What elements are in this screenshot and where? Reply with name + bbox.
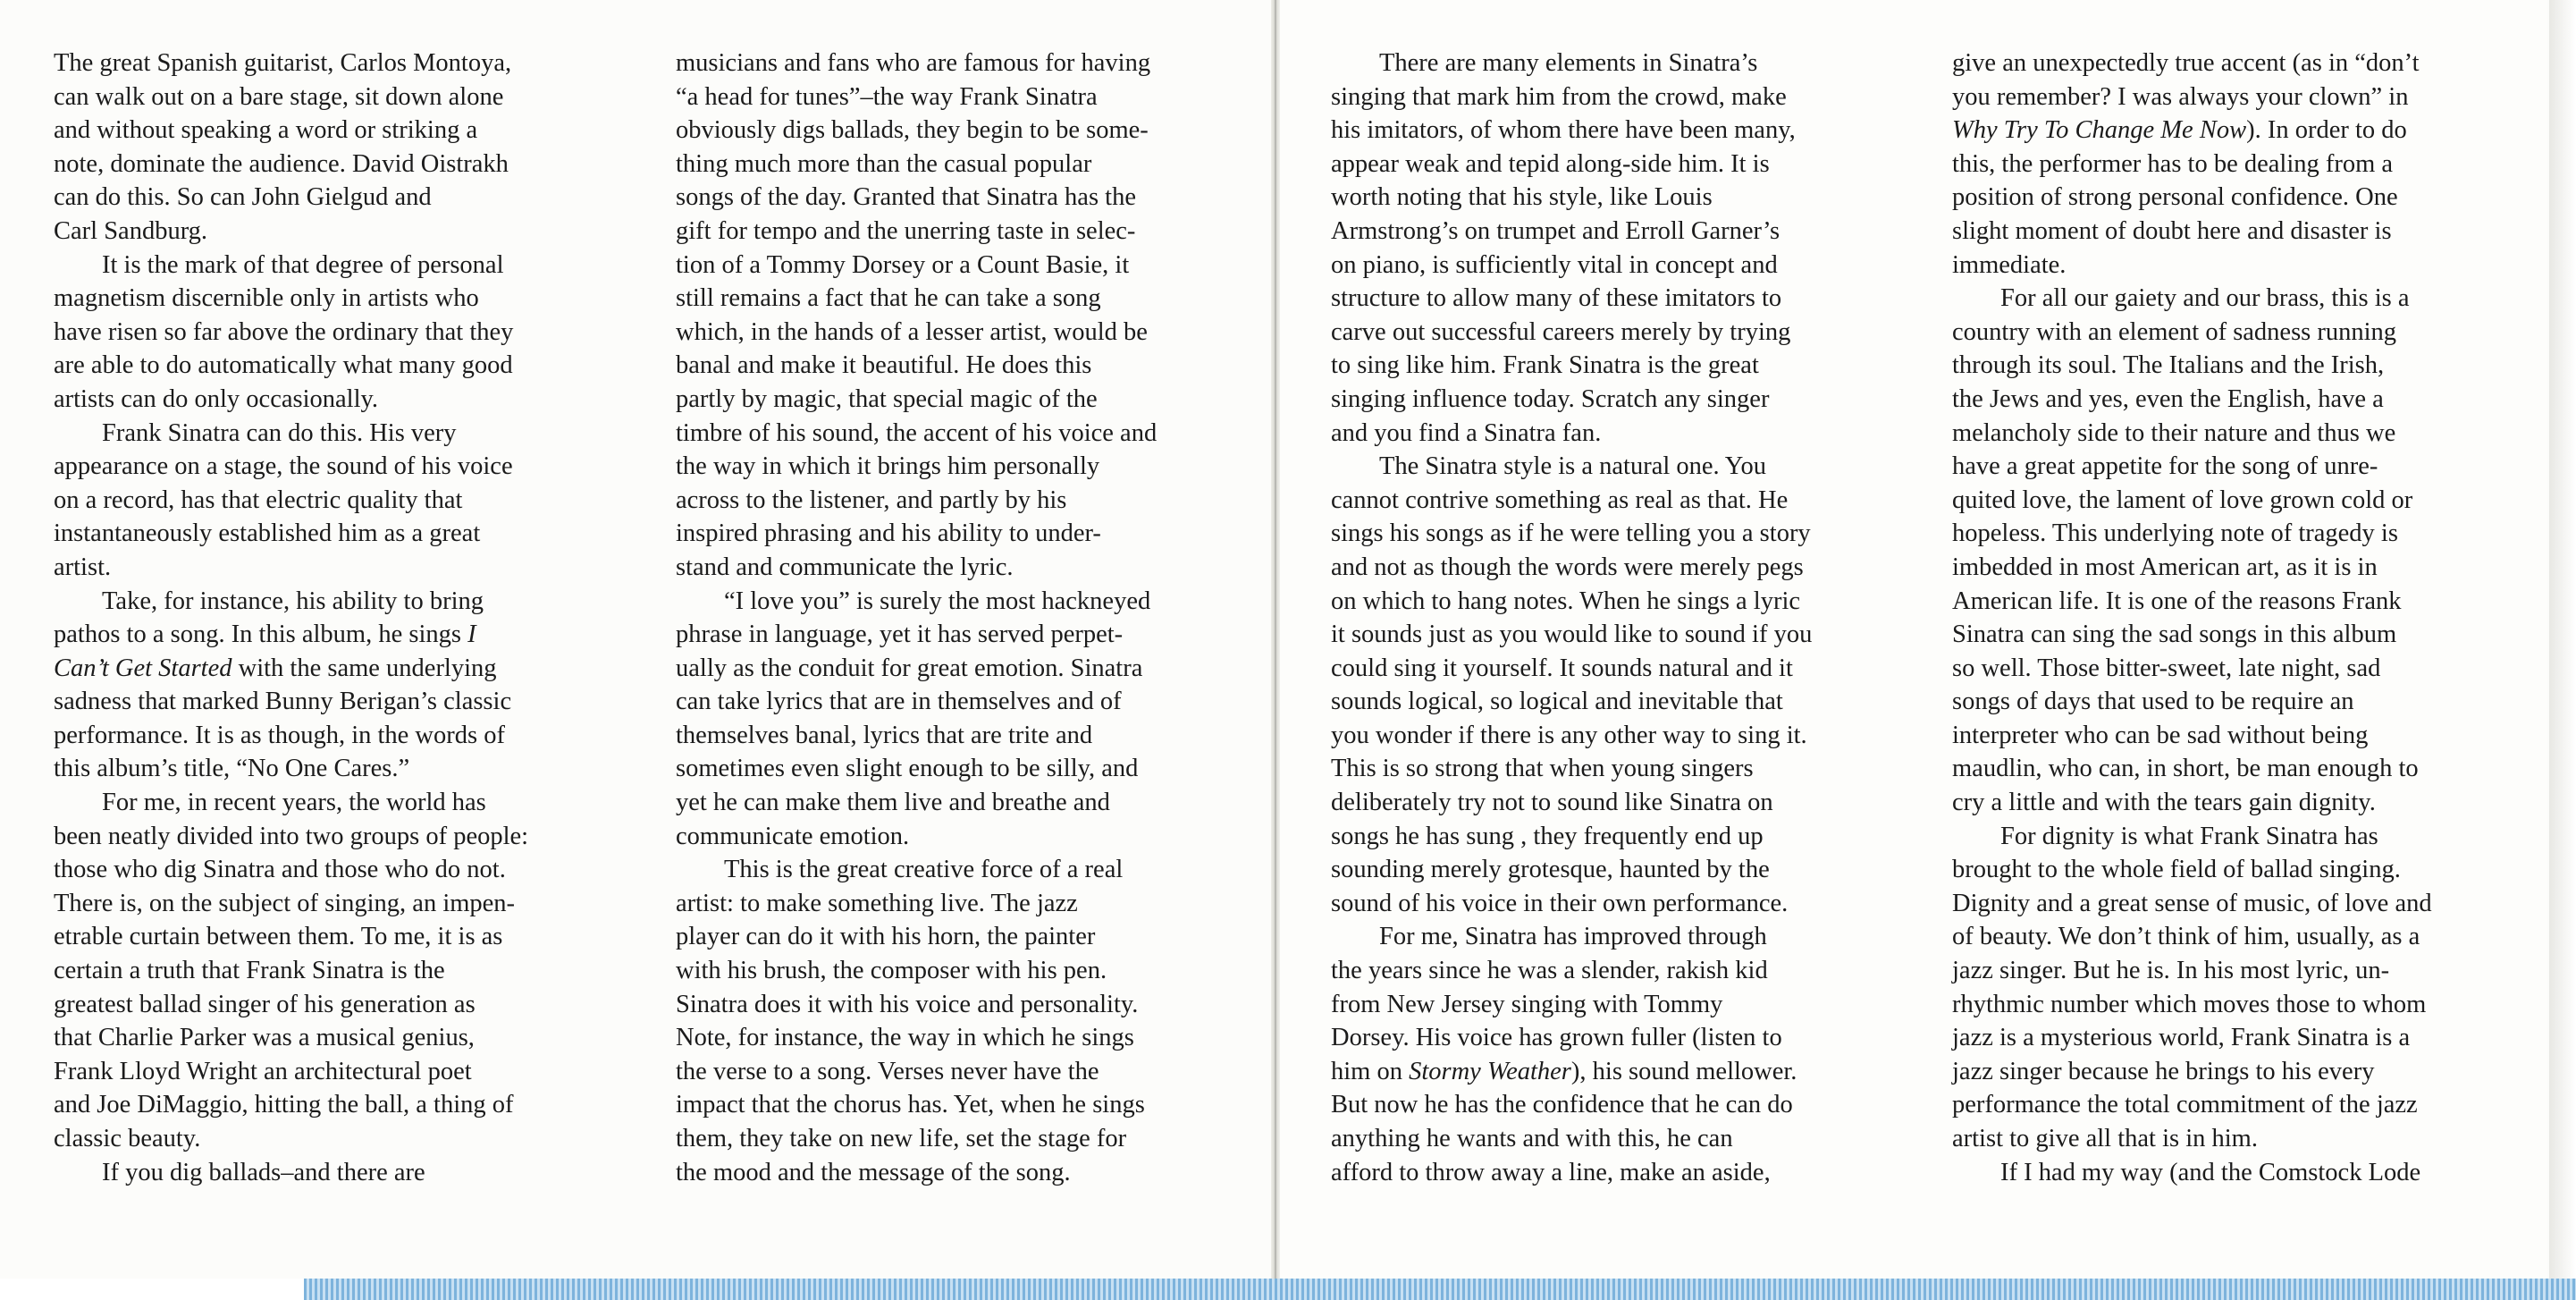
text-line: Armstrong’s on trumpet and Erroll Garner’s: [1331, 216, 1780, 245]
text-line: rhythmic number which moves those to whom: [1952, 990, 2427, 1018]
text-line: this, the performer has to be dealing from a: [1952, 149, 2394, 178]
text-line: artist to give all that is in him.: [1952, 1125, 2258, 1152]
text-line: songs of days that used to be require an: [1952, 688, 2354, 716]
text-line: thing much more than the casual popular: [676, 149, 1092, 178]
text-line: player can do it with his horn, the painter: [676, 923, 1096, 951]
text-line: across to the listener, and partly by his: [676, 485, 1067, 514]
text-line: For all our gaiety and our brass, this is a: [2000, 284, 2410, 313]
text-line: performance. It is as though, in the words of: [54, 721, 505, 749]
text-line: quited love, the lament of love grown cold or: [1952, 485, 2413, 514]
text-line: and not as though the words were merely pegs: [1331, 553, 1804, 581]
text-line: them, they take on new life, set the stage for: [676, 1125, 1127, 1152]
text-line: are able to do automatically what many good: [54, 351, 513, 380]
text-column-3: [1331, 46, 1903, 1189]
bottom-margin: [0, 1279, 304, 1300]
text-line: American life. It is one of the reasons Frank: [1952, 587, 2402, 615]
text-line: partly by magic, that special magic of the: [676, 384, 1098, 413]
text-line: singing influence today. Scratch any singer: [1331, 384, 1770, 413]
text-line: position of strong personal confidence. One: [1952, 183, 2398, 212]
text-line: the verse to a song. Verses never have the: [676, 1057, 1099, 1085]
text-line: on a record, has that electric quality that: [54, 485, 463, 514]
text-line: can do this. So can John Gielgud and: [54, 183, 432, 212]
text-line: The Sinatra style is a natural one. You: [1379, 452, 1766, 481]
text-line: classic beauty.: [54, 1125, 201, 1152]
text-line: maudlin, who can, in short, be man enough to: [1952, 755, 2419, 783]
text-line: you remember? I was always your clown” in: [1952, 82, 2409, 111]
text-line: Note, for instance, the way in which he sings: [676, 1024, 1134, 1052]
text-line: country with an element of sadness running: [1952, 317, 2397, 346]
text-line: that Charlie Parker was a musical genius,: [54, 1024, 475, 1052]
text-line: obviously digs ballads, they begin to be some-: [676, 116, 1149, 145]
text-line: Carl Sandburg.: [54, 216, 208, 245]
text-column-2: [676, 46, 1248, 1189]
text-line: from New Jersey singing with Tommy: [1331, 990, 1723, 1018]
text-line: sounds logical, so logical and inevitable that: [1331, 688, 1783, 716]
text-line: But now he has the confidence that he can do: [1331, 1091, 1793, 1119]
text-line: to sing like him. Frank Sinatra is the great: [1331, 351, 1759, 380]
text-line: “I love you” is surely the most hackneyed: [724, 587, 1151, 615]
text-line: through its soul. The Italians and the Irish,: [1952, 351, 2385, 380]
text-line: ually as the conduit for great emotion. Sinatra: [676, 654, 1143, 682]
text-line: It is the mark of that degree of personal: [102, 250, 504, 279]
text-line: on piano, is sufficiently vital in concept and: [1331, 250, 1778, 279]
text-line: sometimes even slight enough to be silly, and: [676, 755, 1139, 783]
text-line: artists can do only occasionally.: [54, 384, 379, 413]
text-line: For dignity is what Frank Sinatra has: [2000, 822, 2378, 850]
text-line: melancholy side to their nature and thus we: [1952, 418, 2396, 447]
text-line: have a great appetite for the song of unre-: [1952, 452, 2378, 481]
text-line: Frank Sinatra can do this. His very: [102, 418, 457, 447]
text-line: magnetism discernible only in artists who: [54, 284, 479, 313]
text-line: so well. Those bitter-sweet, late night, sad: [1952, 654, 2381, 682]
text-line: afford to throw away a line, make an aside,: [1331, 1158, 1771, 1186]
text-line: immediate.: [1952, 250, 2067, 279]
text-line: carve out successful careers merely by trying: [1331, 317, 1791, 346]
text-line: tion of a Tommy Dorsey or a Count Basie, it: [676, 250, 1130, 279]
text-line: gift for tempo and the unerring taste in selec-: [676, 216, 1136, 245]
text-line: can take lyrics that are in themselves and of: [676, 688, 1122, 716]
text-line: jazz singer because he brings to his every: [1952, 1057, 2375, 1085]
text-line: this album’s title, “No One Cares.”: [54, 755, 410, 783]
text-line: note, dominate the audience. David Oistrakh: [54, 149, 509, 178]
text-line: singing that mark him from the crowd, make: [1331, 82, 1787, 111]
blue-stripe-border: [304, 1279, 2576, 1300]
text-line: could sing it yourself. It sounds natural and it: [1331, 654, 1793, 682]
text-line: been neatly divided into two groups of people:: [54, 822, 529, 850]
text-column-1: [54, 46, 626, 1189]
text-line: jazz is a mysterious world, Frank Sinatra is a: [1952, 1024, 2411, 1052]
text-line: which, in the hands of a lesser artist, would be: [676, 317, 1148, 346]
text-line: musicians and fans who are famous for having: [676, 49, 1151, 77]
text-column-4: [1952, 46, 2524, 1189]
text-line: hopeless. This underlying note of tragedy is: [1952, 519, 2398, 548]
text-line: phrase in language, yet it has served perpet-: [676, 620, 1124, 649]
text-line: There is, on the subject of singing, an impen-: [54, 889, 516, 917]
booklet-fold: [1271, 0, 1280, 1279]
text-line: If I had my way (and the Comstock Lode: [2000, 1158, 2421, 1186]
text-line: Dignity and a great sense of music, of love and: [1952, 889, 2432, 917]
text-line: There are many elements in Sinatra’s: [1379, 49, 1758, 77]
text-line: have risen so far above the ordinary that they: [54, 317, 514, 346]
text-line: yet he can make them live and breathe and: [676, 789, 1110, 817]
text-line: it sounds just as you would like to sound if you: [1331, 620, 1813, 649]
text-line: communicate emotion.: [676, 822, 910, 850]
text-line: banal and make it beautiful. He does this: [676, 351, 1092, 380]
text-line: For me, Sinatra has improved through: [1379, 923, 1767, 951]
text-line: you wonder if there is any other way to sing it.: [1331, 721, 1807, 749]
text-line: sounding merely grotesque, haunted by the: [1331, 856, 1770, 884]
text-line: his imitators, of whom there have been many,: [1331, 116, 1796, 145]
text-line: still remains a fact that he can take a song: [676, 284, 1101, 313]
text-line: the years since he was a slender, rakish kid: [1331, 957, 1768, 985]
text-line: brought to the whole field of ballad singing.: [1952, 856, 2401, 884]
text-line: instantaneously established him as a great: [54, 519, 481, 548]
text-line: on which to hang notes. When he sings a lyric: [1331, 587, 1801, 615]
text-line: Frank Lloyd Wright an architectural poet: [54, 1057, 472, 1085]
text-line: anything he wants and with this, he can: [1331, 1125, 1733, 1152]
text-line: artist.: [54, 553, 112, 581]
text-line: Can’t Get Started with the same underlying: [54, 654, 497, 682]
text-line: stand and communicate the lyric.: [676, 553, 1014, 581]
text-line: If you dig ballads–and there are: [102, 1158, 425, 1186]
text-line: sadness that marked Bunny Berigan’s classic: [54, 688, 512, 716]
page-edge: [2549, 0, 2576, 1300]
text-line: Take, for instance, his ability to bring: [102, 587, 484, 615]
text-line: the way in which it brings him personally: [676, 452, 1100, 481]
text-line: of beauty. We don’t think of him, usually, as a: [1952, 923, 2420, 951]
text-line: sings his songs as if he were telling you a story: [1331, 519, 1811, 548]
text-line: Sinatra does it with his voice and personality.: [676, 990, 1139, 1018]
text-line: etrable curtain between them. To me, it is as: [54, 923, 503, 951]
text-line: him on Stormy Weather), his sound mellower.: [1331, 1057, 1797, 1085]
text-line: jazz singer. But he is. In his most lyric, un-: [1952, 957, 2390, 985]
text-line: songs of the day. Granted that Sinatra has the: [676, 183, 1136, 212]
text-line: imbedded in most American art, as it is in: [1952, 553, 2378, 581]
text-line: timbre of his sound, the accent of his voice and: [676, 418, 1158, 447]
text-line: The great Spanish guitarist, Carlos Montoya,: [54, 49, 512, 77]
text-line: appearance on a stage, the sound of his voice: [54, 452, 513, 481]
text-line: slight moment of doubt here and disaster is: [1952, 216, 2392, 245]
text-line: sound of his voice in their own performance.: [1331, 889, 1789, 917]
text-line: Why Try To Change Me Now). In order to do: [1952, 116, 2407, 145]
text-line: and you find a Sinatra fan.: [1331, 418, 1602, 447]
text-line: appear weak and tepid along-side him. It is: [1331, 149, 1770, 178]
text-line: greatest ballad singer of his generation as: [54, 990, 476, 1018]
text-line: deliberately try not to sound like Sinatra on: [1331, 789, 1773, 817]
text-line: interpreter who can be sad without being: [1952, 721, 2369, 749]
text-line: worth noting that his style, like Louis: [1331, 183, 1713, 212]
text-line: This is so strong that when young singers: [1331, 755, 1754, 783]
text-line: songs he has sung , they frequently end up: [1331, 822, 1764, 850]
text-line: pathos to a song. In this album, he sings I: [54, 620, 476, 649]
text-line: themselves banal, lyrics that are trite and: [676, 721, 1093, 749]
text-line: structure to allow many of these imitators to: [1331, 284, 1782, 313]
text-line: certain a truth that Frank Sinatra is the: [54, 957, 445, 985]
text-line: with his brush, the composer with his pen.: [676, 957, 1107, 985]
text-line: and without speaking a word or striking a: [54, 116, 478, 145]
text-line: give an unexpectedly true accent (as in “don’t: [1952, 49, 2420, 77]
text-line: the Jews and yes, even the English, have a: [1952, 384, 2384, 413]
text-line: performance the total commitment of the jazz: [1952, 1091, 2418, 1119]
text-line: inspired phrasing and his ability to under-: [676, 519, 1101, 548]
text-line: the mood and the message of the song.: [676, 1158, 1071, 1186]
text-line: Sinatra can sing the sad songs in this album: [1952, 620, 2397, 649]
text-line: “a head for tunes”–the way Frank Sinatra: [676, 82, 1098, 111]
text-line: This is the great creative force of a real: [724, 856, 1124, 884]
text-line: Dorsey. His voice has grown fuller (listen to: [1331, 1024, 1782, 1052]
text-line: For me, in recent years, the world has: [102, 789, 486, 817]
text-line: can walk out on a bare stage, sit down alone: [54, 82, 504, 111]
text-line: and Joe DiMaggio, hitting the ball, a thing of: [54, 1091, 514, 1119]
text-line: those who dig Sinatra and those who do not.: [54, 856, 506, 884]
text-line: artist: to make something live. The jazz: [676, 889, 1078, 917]
text-line: cry a little and with the tears gain dignity.: [1952, 789, 2376, 817]
text-line: cannot contrive something as real as that. He: [1331, 485, 1789, 514]
text-line: impact that the chorus has. Yet, when he sings: [676, 1091, 1145, 1119]
